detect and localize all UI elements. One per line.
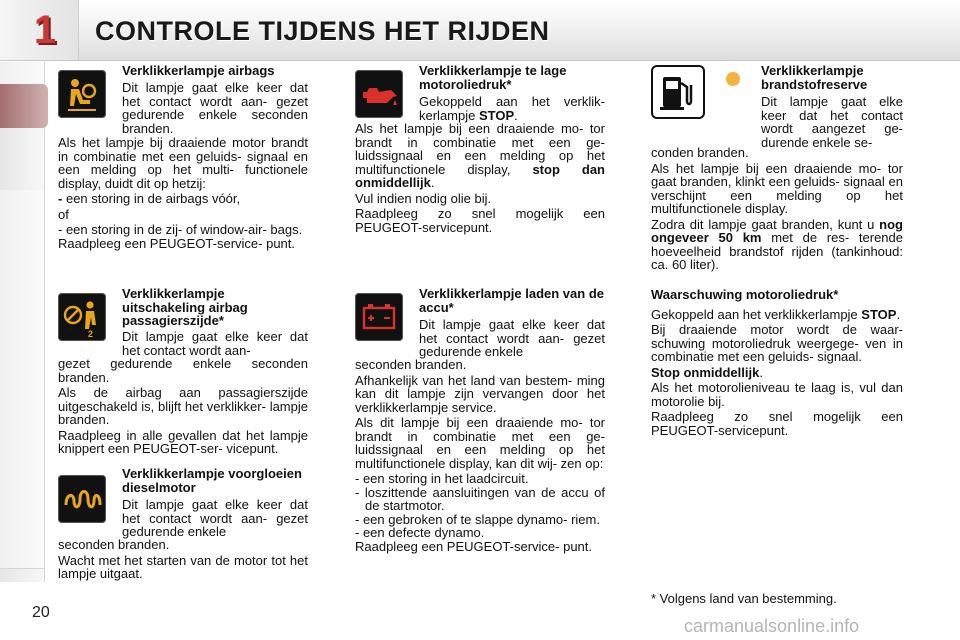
page-title: CONTROLE TIJDENS HET RIJDEN — [95, 16, 550, 46]
side-tab — [0, 406, 44, 461]
section-title: Verklikkerlampje voorgloeien dieselmotor — [122, 466, 302, 495]
section-lead: Dit lampje gaat elke keer dat het contact wordt aan- gezet gedurende enkele — [122, 497, 308, 539]
stop-label: STOP — [478, 107, 515, 123]
chapter-number: 1 — [33, 8, 57, 52]
page-header — [0, 0, 960, 61]
list-item: - een storing in de zij- of window-air- bags. — [58, 222, 303, 237]
paragraph: seconden branden. — [58, 537, 170, 552]
section-body — [58, 538, 308, 583]
paragraph: Bij draaiende motor wordt de waar- schuwing motoroliedruk weergege- ven in combinatie met een geluids- signaal. — [651, 322, 903, 364]
side-tab — [0, 190, 44, 245]
paragraph: Wacht met het starten van de motor tot het lampje uitgaat. — [58, 552, 308, 581]
section-lead — [419, 95, 605, 122]
paragraph: gezet gedurende enkele seconden branden. — [58, 356, 308, 385]
svg-text:2: 2 — [88, 329, 94, 339]
section-lead: Dit lampje gaat elke keer dat het contact wordt aan- gezet gedurende enkele seconden branden. — [122, 80, 308, 136]
paragraph-punct: . — [430, 175, 435, 190]
paragraph — [651, 366, 903, 380]
paragraph: Als de airbag aan passagierszijde uitgeschakeld is, blijft het verklikker- lampje branden. — [58, 385, 308, 427]
section-lead: Dit lampje gaat elke keer dat het contact wordt aan- gezet gedurende enkele — [419, 317, 605, 359]
paragraph: Als het motorolieniveau te laag is, vul dan motorolie bij. — [651, 380, 903, 409]
side-tab — [0, 460, 44, 515]
passenger-airbag-off-icon — [58, 293, 106, 341]
paragraph: Vul indien nodig olie bij. — [355, 190, 492, 206]
section-lead: Dit lampje gaat elke keer dat het contact wordt aangezet ge- durende enkele se- — [761, 94, 903, 150]
list-item: - een storing in het laadcircuit. — [355, 471, 529, 486]
paragraph-text: Gekoppeld aan het verklikkerlampje — [651, 306, 862, 322]
paragraph-punct: . — [759, 364, 763, 380]
section-title: Verklikkerlampje brandstofreserve — [761, 63, 868, 92]
section-title: Verklikkerlampje te lage motoroliedruk* — [419, 63, 567, 92]
watermark-url: carmanualsonline.info — [684, 616, 860, 636]
paragraph: Raadpleeg in alle gevallen dat het lampje knippert een PEUGEOT-ser- vicepunt. — [58, 427, 308, 456]
paragraph-text: Zodra dit lampje gaat branden, kunt u — [651, 216, 880, 232]
paragraph: Afhankelijk van het land van bestem- ming kan dit lampje zijn vervangen door het verklikkerlampje service. — [355, 372, 605, 415]
section-title: Waarschuwing motoroliedruk* — [651, 287, 839, 302]
section-title: Verklikkerlampje uitschakeling airbag passagierszijde* — [122, 286, 248, 328]
paragraph-bold: stop dan onmiddellijk — [355, 161, 605, 190]
paragraph-bold: nog ongeveer 50 km — [651, 216, 903, 245]
paragraph: Raadpleeg een PEUGEOT-service- punt. — [355, 538, 593, 554]
airbag-warning-icon — [58, 70, 106, 118]
section-body — [58, 357, 308, 458]
section-body — [355, 122, 605, 236]
section-body — [651, 288, 903, 439]
paragraph: Raadpleeg zo snel mogelijk een PEUGEOT-servicepunt. — [355, 206, 605, 235]
paragraph: Raadpleeg een PEUGEOT-service- punt. — [58, 235, 296, 251]
section-title: Verklikkerlampje airbags — [122, 63, 275, 78]
fuel-pump-icon — [651, 65, 705, 119]
section-title: Verklikkerlampje laden van de accu* — [419, 286, 604, 315]
paragraph: seconden branden. — [355, 357, 467, 372]
section-body — [58, 136, 308, 252]
list-item: - een gebroken of te slappe dynamo- riem. — [355, 511, 600, 527]
section-body — [355, 358, 605, 555]
amber-indicator-icon — [726, 72, 740, 86]
lead-text: Gekoppeld aan het verklik- kerlampje — [419, 94, 605, 123]
paragraph: Als het lampje bij een draaiende mo- tor gaat branden, klinkt een geluids- signaal en verschijnt een melding op het multifunctionele display. — [651, 160, 903, 216]
paragraph: Raadpleeg zo snel mogelijk een PEUGEOT-servicepunt. — [651, 409, 903, 438]
side-tab — [0, 298, 44, 353]
lead-punct: . — [514, 107, 518, 123]
list-text: een storing in de airbags vóór, — [65, 191, 241, 206]
paragraph-punct: . — [896, 306, 901, 322]
paragraph: of — [58, 206, 69, 222]
paragraph-text: met de res- terende hoeveelheid brandstof rijden (tankinhoud: ca. 60 liter). — [651, 230, 903, 272]
battery-icon — [355, 293, 403, 341]
page-number: 20 — [32, 604, 50, 621]
list-item: - een defecte dynamo. — [355, 525, 485, 540]
section-lead: Dit lampje gaat elke keer dat het contact wordt aan- — [122, 329, 308, 358]
list-item — [58, 192, 308, 206]
stop-label: STOP — [861, 306, 897, 322]
paragraph: Als dit lampje bij een draaiende mo- tor brandt in combinatie met een ge- luidssignaal en een melding op het multifunctionele display, kan dit wij- zen op: — [355, 415, 605, 471]
side-tab-active — [0, 84, 48, 128]
paragraph-bold: Stop onmiddellijk — [651, 364, 760, 380]
side-tab — [0, 244, 44, 299]
list-dash: - — [58, 191, 63, 206]
side-tab — [0, 352, 44, 407]
paragraph — [651, 218, 903, 272]
paragraph — [355, 122, 605, 190]
section-body — [651, 146, 903, 274]
paragraph: Als het lampje bij draaiende motor brandt in combinatie met een geluids- signaal en een melding op het multi- functionele display, duidt dit op hetzij: — [58, 135, 308, 191]
paragraph: conden branden. — [651, 145, 749, 160]
chapter-side-tabs — [0, 62, 45, 582]
footnote: * Volgens land van bestemming. — [651, 591, 837, 606]
oil-can-icon — [355, 70, 403, 118]
paragraph-text: Als het lampje bij een draaiende mo- tor brandt in combinatie met een ge- luidssignaal en een melding op het multifunctionele display, — [355, 121, 605, 177]
glow-plug-icon — [58, 475, 106, 523]
list-item: - loszittende aansluitingen van de accu of de startmotor. — [355, 484, 605, 513]
paragraph — [651, 308, 903, 322]
side-tab — [0, 514, 44, 569]
